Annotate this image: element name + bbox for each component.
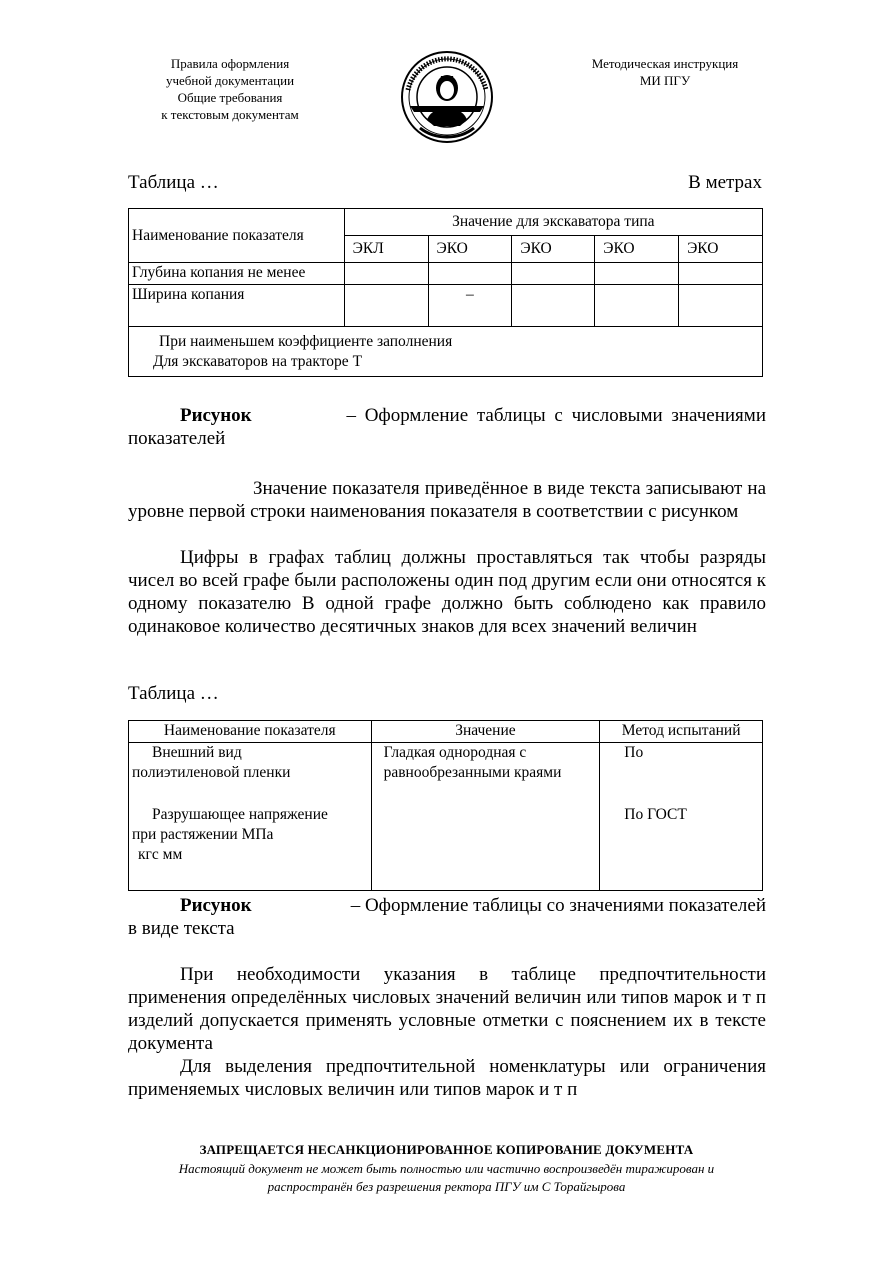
table2-name-line: полиэтиленовой пленки (132, 764, 291, 781)
table-row (129, 743, 763, 891)
table1-cell (595, 285, 679, 327)
table2-method-cell (600, 743, 763, 891)
copy-notice-line: Настоящий документ не может быть полностью или частично воспроизведён тиражирован и (178, 1161, 715, 1176)
table1-row-name: Ширина копания (129, 285, 345, 327)
table2-method: По ГОСТ (624, 806, 687, 823)
header-left-line: Правила оформления (170, 56, 290, 71)
table1-type-cell: ЭКО (512, 236, 595, 263)
table1-note-line: При наименьшем коэффициенте заполнения (159, 333, 453, 350)
table-row (129, 263, 763, 285)
table1-name-header: Наименование показателя (129, 209, 345, 263)
table1-cell (679, 285, 763, 327)
table2-name-line: кгс мм (138, 846, 183, 863)
table2-name-cell (129, 743, 372, 891)
header-left-line: к текстовым документам (161, 107, 299, 122)
table1-cell (512, 263, 595, 285)
figure1-text: – Оформление таблицы с числовыми значениями (346, 405, 766, 426)
table2-header: Метод испытаний (600, 721, 763, 743)
table1-note (129, 327, 763, 377)
table1-type-cell: ЭКЛ (344, 236, 428, 263)
table1-cell (344, 285, 428, 327)
table2-value-line: равнообрезанными краями (383, 764, 562, 781)
table2-name-line: Разрушающее напряжение (152, 806, 328, 823)
table1-cell (512, 285, 595, 327)
table2-method: По (624, 744, 644, 761)
copy-notice (100, 1160, 793, 1196)
paragraph: Для выделения предпочтительной номенклатуры или ограничения применяемых числовых величин или типов марок и т п (128, 1056, 766, 1100)
table1-value-header: Значение для экскаватора типа (344, 209, 762, 236)
table2-name-line: Внешний вид (152, 744, 242, 761)
header-right-line: Методическая инструкция (591, 56, 739, 71)
table1-type-cell: ЭКО (428, 236, 512, 263)
table2-caption: Таблица … (128, 683, 219, 704)
figure2-label: Рисунок (180, 895, 252, 916)
figure1-text-cont: показателей (128, 428, 226, 449)
table1-row-name: Глубина копания не менее (129, 263, 345, 285)
figure1-label: Рисунок (180, 405, 252, 426)
header-right-line: МИ ПГУ (639, 73, 691, 88)
header-left-line: Общие требования (177, 90, 283, 105)
figure2-caption (128, 894, 766, 940)
figure2-text-cont: в виде текста (128, 918, 235, 939)
figure1-caption (128, 404, 766, 450)
table2-value-line: Гладкая однородная с (383, 744, 527, 761)
table2-header: Наименование показателя (129, 721, 372, 743)
table1-cell: – (428, 285, 512, 327)
paragraph: Значение показателя приведённое в виде текста записывают на уровне первой строки наименования показателя в соответствии с рисунком (128, 478, 766, 522)
table1-cell (344, 263, 428, 285)
table1-cell (428, 263, 512, 285)
table2-value-cell (371, 743, 600, 891)
paragraph: При необходимости указания в таблице предпочтительности применения определённых числовых значений величин или типов марок и т п изделий допускается применять условные отметки с пояснением их в тексте документа (128, 964, 766, 1054)
table1 (128, 208, 763, 377)
table1-cell (595, 263, 679, 285)
header-left-line: учебной документации (165, 73, 295, 88)
table1-type-cell: ЭКО (595, 236, 679, 263)
table1-cell (679, 263, 763, 285)
table1-note-line: Для экскаваторов на тракторе Т (153, 353, 363, 370)
table1-caption: Таблица … (128, 172, 219, 193)
figure2-text: – Оформление таблицы со значениями показателей (350, 895, 766, 916)
university-seal-icon (400, 50, 494, 144)
table2-name-line: при растяжении МПа (132, 826, 274, 843)
paragraph: Цифры в графах таблиц должны проставляться так чтобы разряды чисел во всей графе были расположены один под другим если они относятся к одному показателю В одной графе должно быть соблюдено как правило одинаковое количество десятичных знаков для всех значений величин (128, 547, 766, 637)
table1-units: В метрах (688, 172, 762, 193)
table2-header: Значение (371, 721, 600, 743)
header-right-title (560, 55, 770, 89)
table-row (129, 285, 763, 327)
table1-type-cell: ЭКО (679, 236, 763, 263)
table2 (128, 720, 763, 891)
copy-warning: ЗАПРЕЩАЕТСЯ НЕСАНКЦИОНИРОВАННОЕ КОПИРОВАНИЕ ДОКУМЕНТА (199, 1142, 694, 1157)
header-left-title (130, 55, 330, 123)
copy-notice-line: распространён без разрешения ректора ПГУ им С Торайгырова (267, 1179, 626, 1194)
